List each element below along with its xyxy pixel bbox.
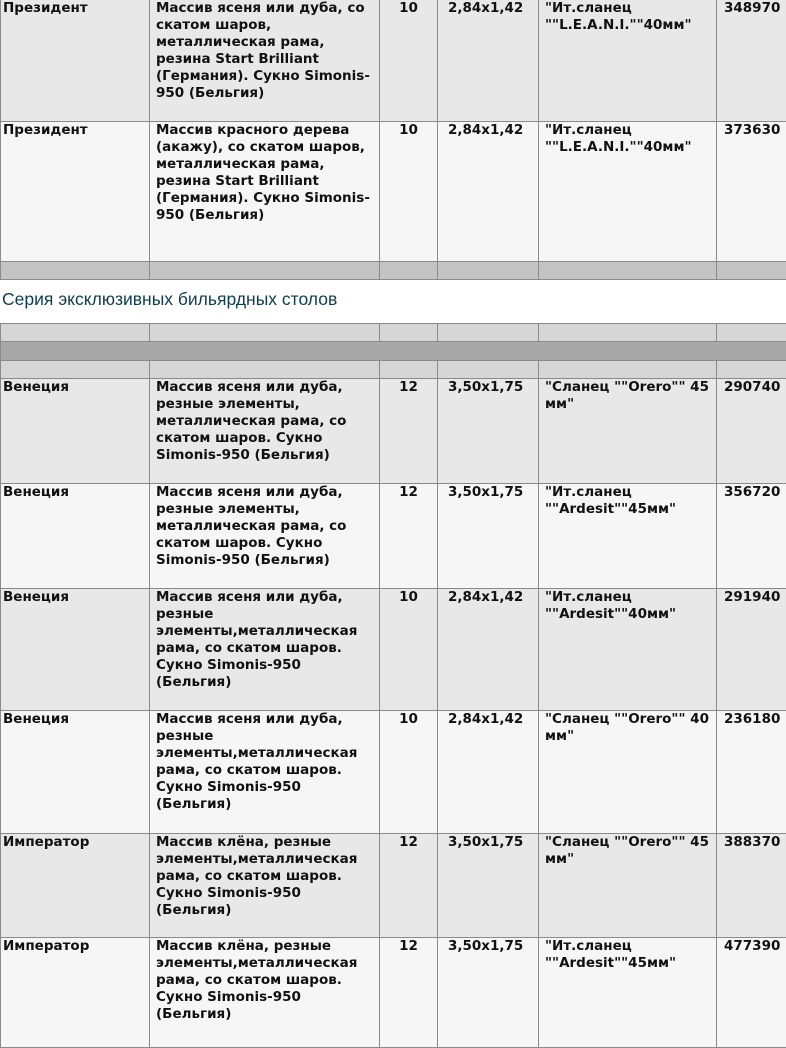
size-cell: 12: [380, 938, 438, 1048]
description-cell: Массив клёна, резные элементы,металлическая рама, со скатом шаров. Сукно Simonis-950 (Бельгия): [150, 834, 380, 938]
size-cell: 10: [380, 122, 438, 262]
description-cell: Массив ясеня или дуба, резные элементы,металлическая рама, со скатом шаров. Сукно Simonis-950 (Бельгия): [150, 589, 380, 711]
dimensions-cell: 3,50x1,75: [438, 834, 539, 938]
table-row: [1, 711, 786, 834]
slate-cell: "Ит.сланец ""L.E.A.N.I.""40мм": [539, 122, 717, 262]
slate-cell: "Сланец ""Orero"" 40 мм": [539, 711, 717, 834]
slate-cell: "Ит.сланец ""Ardesit""45мм": [539, 938, 717, 1048]
slate-cell: "Сланец ""Orero"" 45 мм": [539, 379, 717, 484]
description-cell: Массив красного дерева (акажу), со скатом шаров, металлическая рама, резина Start Brilliant (Германия). Сукно Simonis-950 (Бельгия): [150, 122, 380, 262]
header-separator-row: [1, 324, 786, 342]
price-cell: 356720: [717, 484, 786, 589]
section-title: Серия эксклюзивных бильярдных столов: [2, 289, 338, 309]
table-row: [1, 122, 786, 262]
dimensions-cell: 2,84x1,42: [438, 0, 539, 122]
size-cell: 10: [380, 589, 438, 711]
dimensions-cell: 3,50x1,75: [438, 938, 539, 1048]
table-row: [1, 484, 786, 589]
model-cell: Венеция: [1, 589, 150, 711]
price-cell: 388370: [717, 834, 786, 938]
header-band-row: [1, 342, 786, 361]
dimensions-cell: 2,84x1,42: [438, 122, 539, 262]
price-cell: 477390: [717, 938, 786, 1048]
dimensions-cell: 3,50x1,75: [438, 484, 539, 589]
model-cell: Президент: [1, 122, 150, 262]
header-separator-row: [1, 361, 786, 379]
price-table-top: [0, 0, 786, 280]
size-cell: 10: [380, 711, 438, 834]
table-row: [1, 0, 786, 122]
table-row: [1, 589, 786, 711]
slate-cell: "Ит.сланец ""Ardesit""40мм": [539, 589, 717, 711]
price-cell: 348970: [717, 0, 786, 122]
model-cell: Император: [1, 834, 150, 938]
model-cell: Император: [1, 938, 150, 1048]
dimensions-cell: 3,50x1,75: [438, 379, 539, 484]
size-cell: 12: [380, 834, 438, 938]
table-row: [1, 379, 786, 484]
table-row: [1, 834, 786, 938]
description-cell: Массив ясеня или дуба, резные элементы,металлическая рама, со скатом шаров. Сукно Simonis-950 (Бельгия): [150, 711, 380, 834]
price-cell: 236180: [717, 711, 786, 834]
dimensions-cell: 2,84x1,42: [438, 711, 539, 834]
size-cell: 12: [380, 484, 438, 589]
price-cell: 373630: [717, 122, 786, 262]
price-table-bottom: [0, 323, 786, 1048]
description-cell: Массив ясеня или дуба, резные элементы, металлическая рама, со скатом шаров. Сукно Simonis-950 (Бельгия): [150, 379, 380, 484]
model-cell: Венеция: [1, 484, 150, 589]
slate-cell: "Ит.сланец ""Ardesit""45мм": [539, 484, 717, 589]
description-cell: Массив ясеня или дуба, со скатом шаров, металлическая рама, резина Start Brilliant (Германия). Сукно Simonis-950 (Бельгия): [150, 0, 380, 122]
size-cell: 12: [380, 379, 438, 484]
description-cell: Массив клёна, резные элементы,металлическая рама, со скатом шаров. Сукно Simonis-950 (Бельгия): [150, 938, 380, 1048]
model-cell: Венеция: [1, 711, 150, 834]
table-row: [1, 938, 786, 1048]
model-cell: Президент: [1, 0, 150, 122]
price-cell: 290740: [717, 379, 786, 484]
model-cell: Венеция: [1, 379, 150, 484]
price-cell: 291940: [717, 589, 786, 711]
slate-cell: "Сланец ""Orero"" 45 мм": [539, 834, 717, 938]
slate-cell: "Ит.сланец ""L.E.A.N.I.""40мм": [539, 0, 717, 122]
size-cell: 10: [380, 0, 438, 122]
description-cell: Массив ясеня или дуба, резные элементы, металлическая рама, со скатом шаров. Сукно Simonis-950 (Бельгия): [150, 484, 380, 589]
dimensions-cell: 2,84x1,42: [438, 589, 539, 711]
separator-row: [1, 262, 786, 280]
